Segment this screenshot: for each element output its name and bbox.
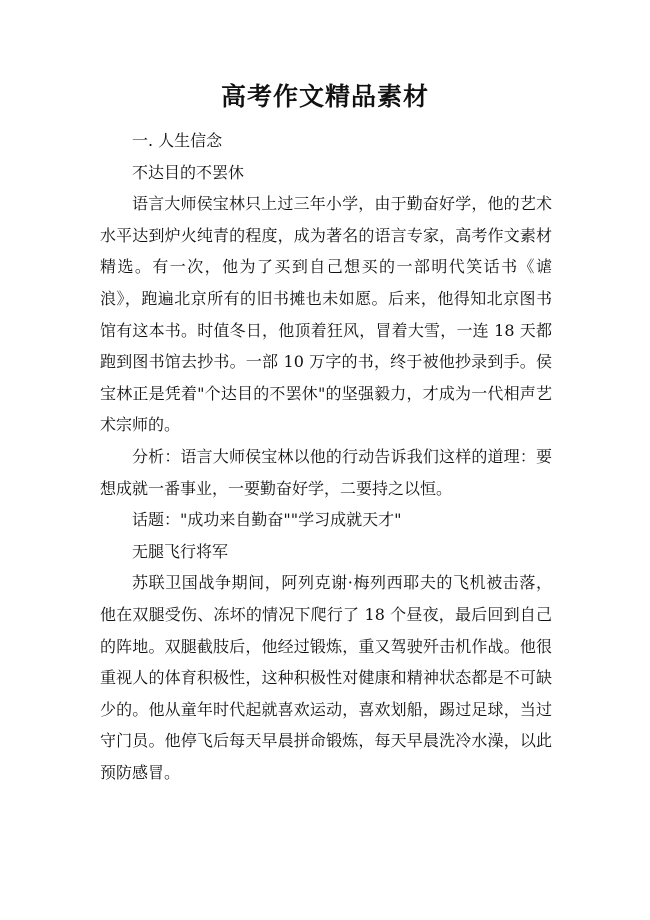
story-title-persistence: 不达目的不罢休 (132, 162, 245, 182)
section-heading-life-belief: 一. 人生信念 (132, 131, 223, 150)
topic-paragraph: 话题："成功来自勤奋""学习成就天才" (132, 510, 402, 530)
story-title-legless-pilot: 无腿飞行将军 (132, 541, 229, 561)
document-body (100, 125, 552, 788)
story-paragraph-meresyev: 苏联卫国战争期间，阿列克谢·梅列西耶夫的飞机被击落，他在双腿受伤、冻坏的情况下爬行了 18 个昼夜，最后回到自己的阵地。双腿截肢后，他经过锻炼，重又驾驶歼击机作战。他很重视人的体育积极性，这种积极性对健康和精神状态都是不可缺少的。他从童年时代起就喜欢运动，喜欢划船，踢过足球，当过守门员。他停飞后每天早晨拼命锻炼，每天早晨洗冷水澡，以此预防感冒。 (100, 573, 552, 782)
document-title: 高考作文精品素材 (220, 82, 429, 111)
analysis-paragraph: 分析：语言大师侯宝林以他的行动告诉我们这样的道理：要想成就一番事业，一要勤奋好学，二要持之以恒。 (100, 446, 552, 498)
story-paragraph-hou-baolin: 语言大师侯宝林只上过三年小学，由于勤奋好学，他的艺术水平达到炉火纯青的程度，成为著名的语言专家，高考作文素材精选。有一次，他为了买到自己想买的一部明代笑话书《谑浪》，跑遍北京所有的旧书摊也未如愿。后来，他得知北京图书馆有这本书。时值冬日，他顶着狂风，冒着大雪，一连 18 天都跑到图书馆去抄书。一部 10 万字的书，终于被他抄录到手。侯宝林正是凭着"个达目的不罢休"的坚强毅力，才成为一代相声艺术宗师的。 (100, 194, 552, 435)
